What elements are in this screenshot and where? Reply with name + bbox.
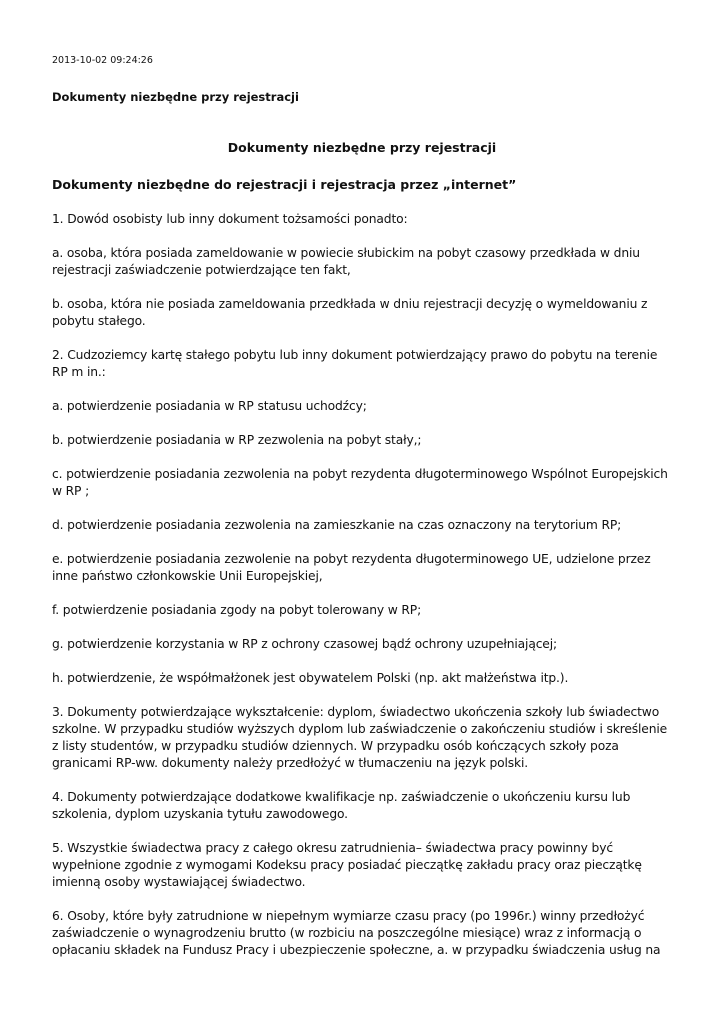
paragraph-1a: a. osoba, która posiada zameldowanie w powiecie słubickim na pobyt czasowy przedkłada w dniu rejestracji zaświadczenie potwierdzające ten fakt, bbox=[52, 246, 640, 277]
document-page bbox=[52, 54, 672, 976]
paragraph-5: 5. Wszystkie świadectwa pracy z całego okresu zatrudnienia– świadectwa pracy powinny być wypełnione zgodnie z wymogami Kodeksu pracy posiadać pieczątkę zakładu pracy oraz pieczątkę imienną osoby wystawiającej świadectwo. bbox=[52, 841, 642, 889]
paragraph-3: 3. Dokumenty potwierdzające wykształcenie: dyplom, świadectwo ukończenia szkoły lub świadectwo szkolne. W przypadku studiów wyższych dyplom lub zaświadczenie o zakończeniu studiów i skreślenie z listy studentów, w przypadku studiów dziennych. W przypadku osób kończących szkoły poza granicami RP-ww. dokumenty należy przedłożyć w tłumaczeniu na język polski. bbox=[52, 705, 668, 770]
paragraph-2a: a. potwierdzenie posiadania w RP statusu uchodźcy; bbox=[52, 399, 367, 413]
paragraph-2f: f. potwierdzenie posiadania zgody na pobyt tolerowany w RP; bbox=[52, 603, 422, 617]
paragraph-1b: b. osoba, która nie posiada zameldowania przedkłada w dniu rejestracji decyzję o wymeldowaniu z pobytu stałego. bbox=[52, 297, 648, 328]
paragraph-1: 1. Dowód osobisty lub inny dokument tożsamości ponadto: bbox=[52, 212, 408, 226]
paragraph-2b: b. potwierdzenie posiadania w RP zezwolenia na pobyt stały,; bbox=[52, 433, 422, 447]
paragraph-2c: c. potwierdzenie posiadania zezwolenia na pobyt rezydenta długoterminowego Wspólnot Europejskich w RP ; bbox=[52, 467, 668, 498]
timestamp: 2013-10-02 09:24:26 bbox=[52, 55, 153, 66]
page-title: Dokumenty niezbędne przy rejestracji bbox=[227, 140, 497, 155]
paragraph-2g: g. potwierdzenie korzystania w RP z ochrony czasowej bądź ochrony uzupełniającej; bbox=[52, 637, 557, 651]
paragraph-4: 4. Dokumenty potwierdzające dodatkowe kwalifikacje np. zaświadczenie o ukończeniu kursu lub szkolenia, dyplom uzyskania tytułu zawodowego. bbox=[52, 790, 631, 821]
section-title: Dokumenty niezbędne do rejestracji i rejestracja przez „internet” bbox=[52, 177, 517, 192]
paragraph-2e: e. potwierdzenie posiadania zezwolenie na pobyt rezydenta długoterminowego UE, udzielone przez inne państwo członkowskie Unii Europejskiej, bbox=[52, 552, 651, 583]
header-title: Dokumenty niezbędne przy rejestracji bbox=[52, 90, 299, 104]
paragraph-2h: h. potwierdzenie, że współmałżonek jest obywatelem Polski (np. akt małżeństwa itp.). bbox=[52, 671, 569, 685]
paragraph-6: 6. Osoby, które były zatrudnione w niepełnym wymiarze czasu pracy (po 1996r.) winny przedłożyć zaświadczenie o wynagrodzeniu brutto (w rozbiciu na poszczególne miesiące) wraz z informacją o opłacaniu składek na Fundusz Pracy i ubezpieczenie społeczne, a. w przypadku świadczenia usług na bbox=[52, 909, 661, 957]
paragraph-2: 2. Cudzoziemcy kartę stałego pobytu lub inny dokument potwierdzający prawo do pobytu na terenie RP m in.: bbox=[52, 348, 658, 379]
paragraph-2d: d. potwierdzenie posiadania zezwolenia na zamieszkanie na czas oznaczony na terytorium RP; bbox=[52, 518, 622, 532]
